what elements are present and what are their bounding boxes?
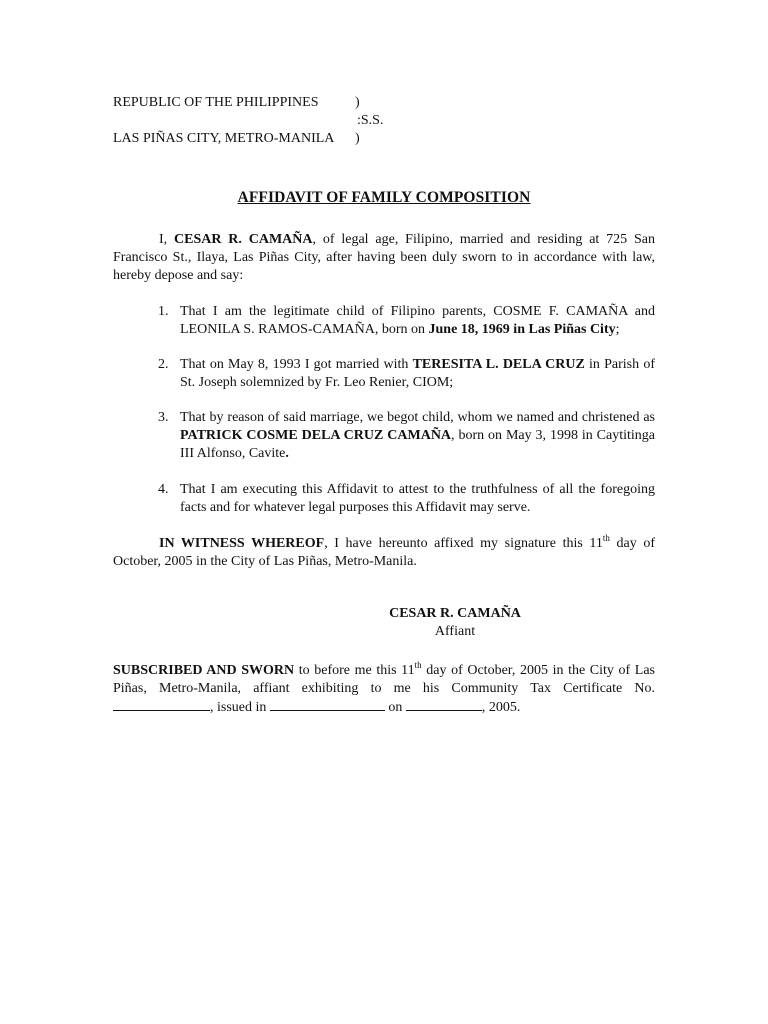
issued-place-blank — [270, 698, 385, 711]
list-item-3 — [113, 409, 655, 463]
list-number: 1. — [158, 304, 169, 319]
jurat-text-a: to before me this 11 — [294, 663, 415, 678]
list-number: 3. — [158, 410, 169, 425]
item-1-text-a: That I am the legitimate child of Filipino parents, COSME F. CAMAÑA and LEONILA S. RAMOS-CAMAÑA, born on — [180, 304, 655, 337]
item-2-text-c: in Parish of St. Joseph solemnized by Fr. Leo Renier, CIOM; — [180, 357, 655, 390]
witness-heading: IN WITNESS WHEREOF — [159, 536, 325, 551]
affiant-name-inline: CESAR R. CAMAÑA — [174, 232, 313, 247]
caption-republic — [113, 94, 360, 112]
caption-city-text: LAS PIÑAS CITY, METRO-MANILA — [113, 131, 335, 146]
caption-paren-1: ) — [355, 95, 360, 110]
caption-ss: :S.S. — [357, 113, 384, 128]
jurat-text-e: , 2005. — [481, 700, 521, 715]
jurat-paragraph — [113, 662, 655, 717]
item-2-text-a: That on May 8, 1993 I got married with — [180, 357, 413, 372]
issued-date-blank — [406, 698, 482, 711]
list-item-2 — [113, 356, 655, 392]
jurat-heading: SUBSCRIBED AND SWORN — [113, 663, 295, 678]
jurat-text-c: , issued in — [210, 700, 270, 715]
list-number: 4. — [158, 482, 169, 497]
witness-ordinal: th — [602, 533, 610, 543]
list-item-4 — [113, 481, 655, 517]
intro-rest: , of legal age, Filipino, married and residing at 725 San Francisco St., Ilaya, Las Piñas City, after having been duly sworn to in accordance with law, hereby depose and say: — [113, 232, 655, 283]
affiant-role: Affiant — [434, 624, 476, 639]
affiant-name: CESAR R. CAMAÑA — [389, 606, 521, 621]
intro-lead: I, — [159, 232, 174, 247]
jurat-text-d: on — [384, 700, 406, 715]
list-item-text — [180, 409, 655, 463]
item-3-period: . — [285, 446, 289, 461]
list-item-text — [180, 303, 655, 339]
item-3-text-c: , born on May 3, 1998 in Caytitinga III Alfonso, Cavite — [180, 428, 655, 461]
item-3-text-a: That by reason of said marriage, we begot child, whom we named and christened as — [180, 410, 655, 425]
witness-text-a: , I have hereunto affixed my signature this 11 — [324, 536, 603, 551]
list-item-text: That I am executing this Affidavit to attest to the truthfulness of all the foregoing facts and for whatever legal purposes this Affidavit may serve. — [180, 482, 655, 515]
witness-paragraph — [113, 535, 655, 571]
item-1-birth: June 18, 1969 in Las Piñas City — [428, 322, 616, 337]
witness-text-b: day of October, 2005 in the City of Las Piñas, Metro-Manila. — [113, 536, 655, 569]
item-1-text-c: ; — [615, 322, 620, 337]
document-title: AFFIDAVIT OF FAMILY COMPOSITION — [237, 189, 531, 206]
caption-republic-text: REPUBLIC OF THE PHILIPPINES — [113, 95, 319, 110]
list-item-text — [180, 356, 655, 392]
ctc-number-blank — [113, 698, 210, 711]
jurat-ordinal: th — [414, 660, 422, 670]
jurat-text-b: day of October, 2005 in the City of Las Piñas, Metro-Manila, affiant exhibiting to me his Community Tax Certificate No. — [113, 663, 655, 696]
list-item-1 — [113, 303, 655, 339]
item-3-child: PATRICK COSME DELA CRUZ CAMAÑA — [180, 428, 452, 443]
list-number: 2. — [158, 357, 169, 372]
item-2-spouse: TERESITA L. DELA CRUZ — [412, 357, 585, 372]
caption-paren-2: ) — [355, 131, 360, 146]
caption-city — [113, 130, 360, 148]
intro-paragraph — [113, 231, 655, 285]
